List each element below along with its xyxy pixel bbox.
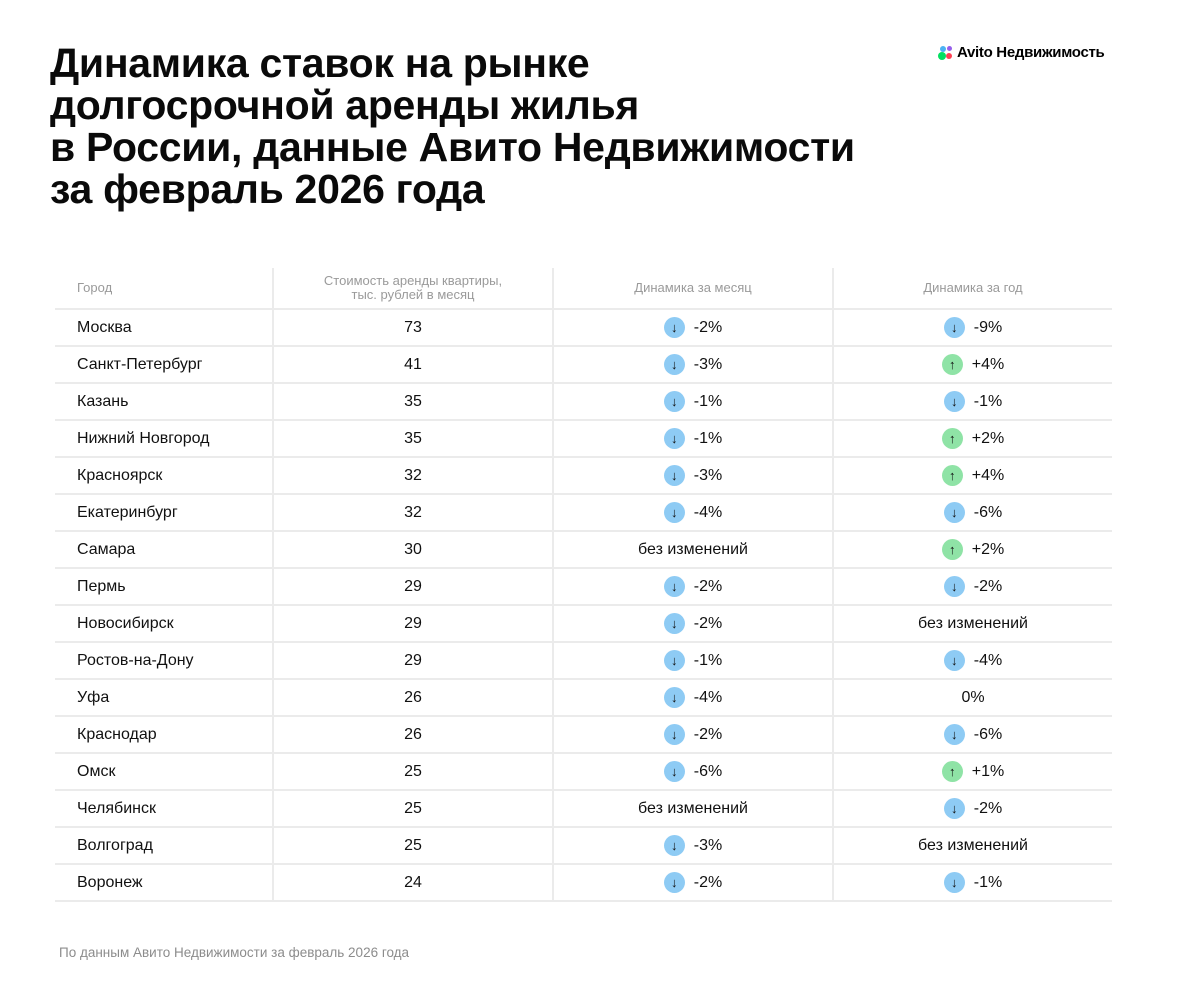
year-change xyxy=(918,837,1028,855)
city-cell: Краснодар xyxy=(77,725,157,743)
title-line: за февраль 2026 года xyxy=(50,166,485,212)
month-change xyxy=(664,835,722,856)
price-cell: 25 xyxy=(273,753,553,790)
year-change-cell xyxy=(833,568,1112,605)
table-row xyxy=(55,790,1112,827)
year-change-value: +4% xyxy=(971,466,1005,484)
month-change-cell xyxy=(553,568,833,605)
month-change xyxy=(664,724,722,745)
year-change-value: -1% xyxy=(973,873,1003,891)
month-change-cell xyxy=(553,420,833,457)
table-row xyxy=(55,716,1112,753)
month-change-value: -3% xyxy=(693,355,723,373)
year-change-value: +2% xyxy=(971,540,1005,558)
city-cell: Пермь xyxy=(77,577,126,595)
arrow-down-icon: ↓ xyxy=(944,872,965,893)
year-change xyxy=(942,761,1004,782)
year-change xyxy=(944,391,1002,412)
column-header-city: Город xyxy=(77,280,113,295)
month-change-value: -2% xyxy=(693,614,723,632)
title-line: Динамика ставок на рынке xyxy=(50,40,590,86)
year-change xyxy=(944,502,1002,523)
year-change-cell xyxy=(833,753,1112,790)
month-change xyxy=(638,800,748,818)
arrow-down-icon: ↓ xyxy=(944,798,965,819)
avito-logo xyxy=(938,44,1104,61)
price-cell: 29 xyxy=(273,642,553,679)
price-cell: 29 xyxy=(273,605,553,642)
month-change xyxy=(664,761,722,782)
month-change-value: -2% xyxy=(693,873,723,891)
year-change-value: -2% xyxy=(973,799,1003,817)
month-change-cell xyxy=(553,494,833,531)
avito-dots-icon xyxy=(938,45,954,61)
month-change-cell xyxy=(553,531,833,568)
city-cell: Москва xyxy=(77,318,132,336)
month-change-value: -1% xyxy=(693,429,723,447)
month-change xyxy=(664,613,722,634)
arrow-up-icon: ↑ xyxy=(942,428,963,449)
year-change-cell xyxy=(833,642,1112,679)
year-change-value: без изменений xyxy=(918,614,1028,632)
year-change xyxy=(944,650,1002,671)
table-row xyxy=(55,494,1112,531)
month-change-cell xyxy=(553,790,833,827)
arrow-up-icon: ↑ xyxy=(942,465,963,486)
month-change xyxy=(664,576,722,597)
year-change xyxy=(942,539,1004,560)
title-line: в России, данные Авито Недвижимости xyxy=(50,124,855,170)
table-row xyxy=(55,531,1112,568)
month-change-cell xyxy=(553,679,833,716)
month-change-cell xyxy=(553,753,833,790)
month-change xyxy=(664,428,722,449)
price-cell: 32 xyxy=(273,494,553,531)
arrow-down-icon: ↓ xyxy=(664,576,685,597)
price-cell: 24 xyxy=(273,864,553,901)
page-title xyxy=(50,42,990,210)
year-change xyxy=(944,872,1002,893)
arrow-down-icon: ↓ xyxy=(664,354,685,375)
price-cell: 35 xyxy=(273,420,553,457)
title-line: долгосрочной аренды жилья xyxy=(50,82,640,128)
month-change xyxy=(664,687,722,708)
year-change-value: +2% xyxy=(971,429,1005,447)
price-cell: 73 xyxy=(273,309,553,346)
city-cell: Казань xyxy=(77,392,129,410)
arrow-up-icon: ↑ xyxy=(942,354,963,375)
table-body xyxy=(55,309,1112,901)
month-change-value: -3% xyxy=(693,836,723,854)
city-cell: Нижний Новгород xyxy=(77,429,210,447)
table-row xyxy=(55,864,1112,901)
arrow-down-icon: ↓ xyxy=(664,650,685,671)
price-cell: 30 xyxy=(273,531,553,568)
arrow-up-icon: ↑ xyxy=(942,539,963,560)
table-header-row xyxy=(55,268,1112,309)
table-row xyxy=(55,753,1112,790)
month-change-cell xyxy=(553,457,833,494)
arrow-down-icon: ↓ xyxy=(664,465,685,486)
month-change-value: -2% xyxy=(693,318,723,336)
column-header-price-line1: Стоимость аренды квартиры, xyxy=(323,273,503,288)
year-change-cell xyxy=(833,864,1112,901)
table-row xyxy=(55,346,1112,383)
year-change-cell xyxy=(833,494,1112,531)
city-cell: Новосибирск xyxy=(77,614,174,632)
column-header-month: Динамика за месяц xyxy=(553,268,833,309)
month-change xyxy=(638,541,748,559)
year-change-value: +4% xyxy=(971,355,1005,373)
year-change-value: -6% xyxy=(973,725,1003,743)
year-change-cell xyxy=(833,383,1112,420)
city-cell: Санкт-Петербург xyxy=(77,355,203,373)
year-change-cell xyxy=(833,790,1112,827)
column-header-price-line2: тыс. рублей в месяц xyxy=(351,287,475,302)
month-change xyxy=(664,502,722,523)
arrow-down-icon: ↓ xyxy=(944,502,965,523)
year-change xyxy=(944,798,1002,819)
arrow-down-icon: ↓ xyxy=(944,317,965,338)
year-change-value: без изменений xyxy=(918,836,1028,854)
month-change xyxy=(664,872,722,893)
year-change xyxy=(918,615,1028,633)
year-change-value: +1% xyxy=(971,762,1005,780)
price-cell: 25 xyxy=(273,827,553,864)
table-row xyxy=(55,457,1112,494)
month-change-value: без изменений xyxy=(638,799,748,817)
table-row xyxy=(55,383,1112,420)
month-change xyxy=(664,354,722,375)
year-change-value: -4% xyxy=(973,651,1003,669)
price-cell: 35 xyxy=(273,383,553,420)
year-change-cell xyxy=(833,346,1112,383)
price-cell: 26 xyxy=(273,679,553,716)
arrow-down-icon: ↓ xyxy=(944,391,965,412)
month-change-value: без изменений xyxy=(638,540,748,558)
arrow-down-icon: ↓ xyxy=(664,391,685,412)
logo-text: Avito Недвижимость xyxy=(957,44,1105,61)
price-cell: 26 xyxy=(273,716,553,753)
table-row xyxy=(55,827,1112,864)
month-change-value: -4% xyxy=(693,688,723,706)
arrow-up-icon: ↑ xyxy=(942,761,963,782)
month-change xyxy=(664,317,722,338)
month-change-value: -2% xyxy=(693,725,723,743)
table-row xyxy=(55,420,1112,457)
year-change xyxy=(961,689,984,707)
year-change-value: -9% xyxy=(973,318,1003,336)
arrow-down-icon: ↓ xyxy=(664,724,685,745)
footnote: По данным Авито Недвижимости за февраль 2026 года xyxy=(59,945,410,960)
table-row xyxy=(55,679,1112,716)
arrow-down-icon: ↓ xyxy=(664,317,685,338)
year-change-cell xyxy=(833,679,1112,716)
city-cell: Екатеринбург xyxy=(77,503,178,521)
arrow-down-icon: ↓ xyxy=(664,613,685,634)
month-change-cell xyxy=(553,827,833,864)
city-cell: Волгоград xyxy=(77,836,153,854)
year-change-value: -1% xyxy=(973,392,1003,410)
city-cell: Красноярск xyxy=(77,466,163,484)
table-row xyxy=(55,605,1112,642)
arrow-down-icon: ↓ xyxy=(664,428,685,449)
month-change xyxy=(664,465,722,486)
arrow-down-icon: ↓ xyxy=(664,872,685,893)
year-change xyxy=(942,354,1004,375)
price-cell: 41 xyxy=(273,346,553,383)
year-change-cell xyxy=(833,827,1112,864)
month-change-value: -1% xyxy=(693,392,723,410)
arrow-down-icon: ↓ xyxy=(944,650,965,671)
table-row xyxy=(55,568,1112,605)
rent-table xyxy=(55,268,1112,902)
arrow-down-icon: ↓ xyxy=(664,835,685,856)
month-change-cell xyxy=(553,309,833,346)
city-cell: Уфа xyxy=(77,688,110,706)
year-change-cell xyxy=(833,309,1112,346)
month-change-value: -4% xyxy=(693,503,723,521)
month-change-value: -2% xyxy=(693,577,723,595)
month-change-cell xyxy=(553,716,833,753)
price-cell: 32 xyxy=(273,457,553,494)
month-change-value: -3% xyxy=(693,466,723,484)
year-change-value: -2% xyxy=(973,577,1003,595)
month-change xyxy=(664,391,722,412)
city-cell: Челябинск xyxy=(77,799,156,817)
year-change xyxy=(944,724,1002,745)
city-cell: Ростов-на-Дону xyxy=(77,651,194,669)
month-change-cell xyxy=(553,383,833,420)
year-change-cell xyxy=(833,605,1112,642)
year-change-cell xyxy=(833,716,1112,753)
year-change xyxy=(942,465,1004,486)
month-change-cell xyxy=(553,864,833,901)
month-change-value: -6% xyxy=(693,762,723,780)
month-change-cell xyxy=(553,346,833,383)
arrow-down-icon: ↓ xyxy=(664,761,685,782)
month-change-value: -1% xyxy=(693,651,723,669)
column-header-price xyxy=(273,268,553,309)
year-change-cell xyxy=(833,531,1112,568)
city-cell: Воронеж xyxy=(77,873,143,891)
column-header-year: Динамика за год xyxy=(833,268,1112,309)
price-cell: 29 xyxy=(273,568,553,605)
month-change xyxy=(664,650,722,671)
city-cell: Омск xyxy=(77,762,116,780)
month-change-cell xyxy=(553,642,833,679)
arrow-down-icon: ↓ xyxy=(664,687,685,708)
year-change-value: -6% xyxy=(973,503,1003,521)
year-change xyxy=(942,428,1004,449)
year-change-value: 0% xyxy=(961,688,985,706)
price-cell: 25 xyxy=(273,790,553,827)
month-change-cell xyxy=(553,605,833,642)
arrow-down-icon: ↓ xyxy=(944,576,965,597)
table-row xyxy=(55,309,1112,346)
year-change xyxy=(944,576,1002,597)
table-row xyxy=(55,642,1112,679)
year-change xyxy=(944,317,1002,338)
arrow-down-icon: ↓ xyxy=(664,502,685,523)
city-cell: Самара xyxy=(77,540,136,558)
year-change-cell xyxy=(833,420,1112,457)
arrow-down-icon: ↓ xyxy=(944,724,965,745)
year-change-cell xyxy=(833,457,1112,494)
